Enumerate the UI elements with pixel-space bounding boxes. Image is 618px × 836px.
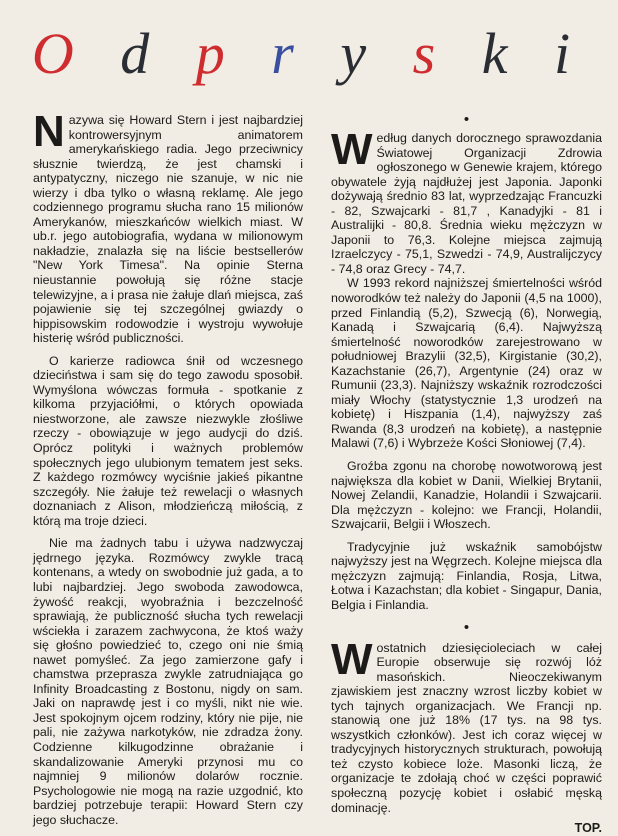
left-column-article: [33, 107, 303, 827]
article-paragraph: O karierze radiowca śnił od wczesnego dzieciństwa i sam się do tego zawodu sposobił. Wymyślona wówczas formuła - spotkanie z kilkoma przyjaciółmi, o których opowiada niestworzone, ale zawsze niezwykle złośliwe rzeczy - obowiązuje w jego audycji do dziś. Oprócz polityki i ważnych problemów społecznych jego ulubionym tematem jest seks. Z każdego rozmówcy wyciśnie jakieś pikantne szczegóły. Nie żałuje też rewelacji o własnych doznaniach z Alison, młodzieńczą miłością, z którą ma troje dzieci.: [33, 353, 303, 528]
article-paragraph: Groźba zgonu na chorobę nowotworową jest największa dla kobiet w Danii, Wielkiej Brytanii, Nowej Zelandii, Kanadzie, Holandii i Szwajcarii. Dla mężczyzn - kolejno: we Francji, Holandii, Szwajcarii, Belgii i Włoszech.: [331, 459, 602, 532]
article-paragraph: Wostatnich dziesięcioleciach w całej Europie obserwuje się rozwój lóż masońskich. Nieoczekiwanym zjawiskiem jest znaczny wzrost liczby kobiet w tych tajnych organizacjach. We Francji np. stanowią one już 18% (17 tys. na 98 tys. wszystkich członków). Jest ich coraz więcej w tradycyjnych historycznych strukturach, powołują też czysto kobiece loże. Masonki liczą, że organizacje te zdołają choć w części poprawić społeczną pozycję kobiet i osłabić męską dominację.: [331, 634, 602, 815]
title-letter: d: [120, 21, 166, 86]
title-letter: i: [553, 21, 587, 86]
article-paragraph: Według danych dorocznego sprawozdania Światowej Organizacji Zdrowia ogłoszonego w Genewie krajem, którego obywatele żyją najdłużej jest Japonia. Japonki dożywają średnio 83 lat, wyprzedzając Francuzki - 82, Szwajcarki - 81,7 , Kanadyjki - 81 i Australijki - 80,8. Średnia wieku mężczyzn w Japonii to 76,3. Kolejne miejsca zajmują Izraelczycy - 75,1, Szwedzi - 74,9, Australijczycy - 74,8 oraz Grecy - 74,7.: [331, 125, 602, 276]
article-paragraph: W 1993 rekord najniższej śmiertelności wśród noworodków też należy do Japonii (4,5 na 1000), przed Finlandią (5,2), Szwecją (6), Norwegią, Kanadą i Szwajcarią (6,4). Najwyższą śmiertelność noworodków zarejestrowano w południowej Brazylii (32,5), Kirgistanie (30,2), Kazachstanie (26,7), Argentynie (24) oraz w Rumunii (23,3). Najniższy wskaźnik rozrodczości miały Włochy (statystycznie 1,3 urodzeń na kobietę) i Hiszpania (1,4), najwyższy zaś Rwanda (8,3 urodzeń na kobietę), a następnie Malawi (7,6) i Wybrzeże Kości Słoniowej (7,4).: [331, 276, 602, 451]
author-signature: TOP.: [574, 821, 602, 836]
article-paragraph: Tradycyjnie już wskaźnik samobójstw najwyższy jest na Węgrzech. Kolejne miejsca dla mężczyzn zajmują: Finlandia, Rosja, Litwa, Łotwa i Kazachstan; dla kobiet - Singapur, Dania, Belgia i Finlandia.: [331, 539, 602, 612]
title-letter: k: [481, 21, 524, 86]
section-title: [0, 18, 618, 90]
drop-cap: W: [331, 125, 373, 174]
title-letter: p: [195, 21, 241, 86]
title-letter: O: [31, 21, 90, 86]
separator-bullet: •: [463, 111, 470, 128]
right-column-articles: [331, 113, 602, 836]
title-letter: y: [340, 21, 383, 86]
article-paragraph: Nazywa się Howard Stern i jest najbardziej kontrowersyjnym animatorem amerykańskiego radia. Jego przeciwnicy słusznie twierdzą, że jest chamski i antypatyczny, niczego nie szanuje, w nic nie wierzy i dba tylko o własną reklamę. Ale jego codziennego programu słucha rano 15 milionów Amerykanów, mieszkańców wielkich miast. W ub.r. jego autobiografia, wydana w milionowym nakładzie, znalazła się na liście bestsellerów "New York Timesa". Na opinie Sterna nieustannie powołują się różne stacje telewizyjne, a i prasa nie żałuje dlań miejsca, zaś pojawienie się tej szczególnej gwiazdy o hippisowskim rodowodzie i wystroju wywołuje histerię wśród publiczności.: [33, 107, 303, 346]
drop-cap: W: [331, 634, 373, 684]
drop-cap: N: [33, 107, 65, 156]
title-letter: s: [412, 21, 452, 86]
article-paragraph: Nie ma żadnych tabu i używa nadzwyczaj jędrnego języka. Rozmówcy zwykle tracą kontenans, a wtedy on swobodnie już gada, a to lubi najbardziej. Jego swoboda zawodowca, żywość reakcji, wyobraźnia i bezczelność sprawiają, że publiczność słucha tych rewelacji wściekła i zarazem zachwycona, że ktoś waży się głośno powiedzieć to, czego oni nie śmią nawet pomyśleć. Za jego zamierzone gafy i chamstwa przeprasza zwykle zatrudniająca go Infinity Broadcasting z Bostonu, nigdy on sam. Jaki on naprawdę jest i co myśli, nikt nie wie. Jest spokojnym ojcem rodziny, który nie pije, nie pali, nie zażywa narkotyków, nie zdradza żony. Codzienne kilkugodzinne obrażanie i skandalizowanie Ameryki przynosi mu co najmniej 9 milionów dolarów rocznie. Psychologowie nie mogą na razie uzgodnić, kto bardziej potrzebuje terapii: Howard Stern czy jego słuchacze.: [33, 536, 303, 827]
separator-bullet: •: [463, 618, 470, 636]
title-letter: r: [271, 21, 310, 86]
